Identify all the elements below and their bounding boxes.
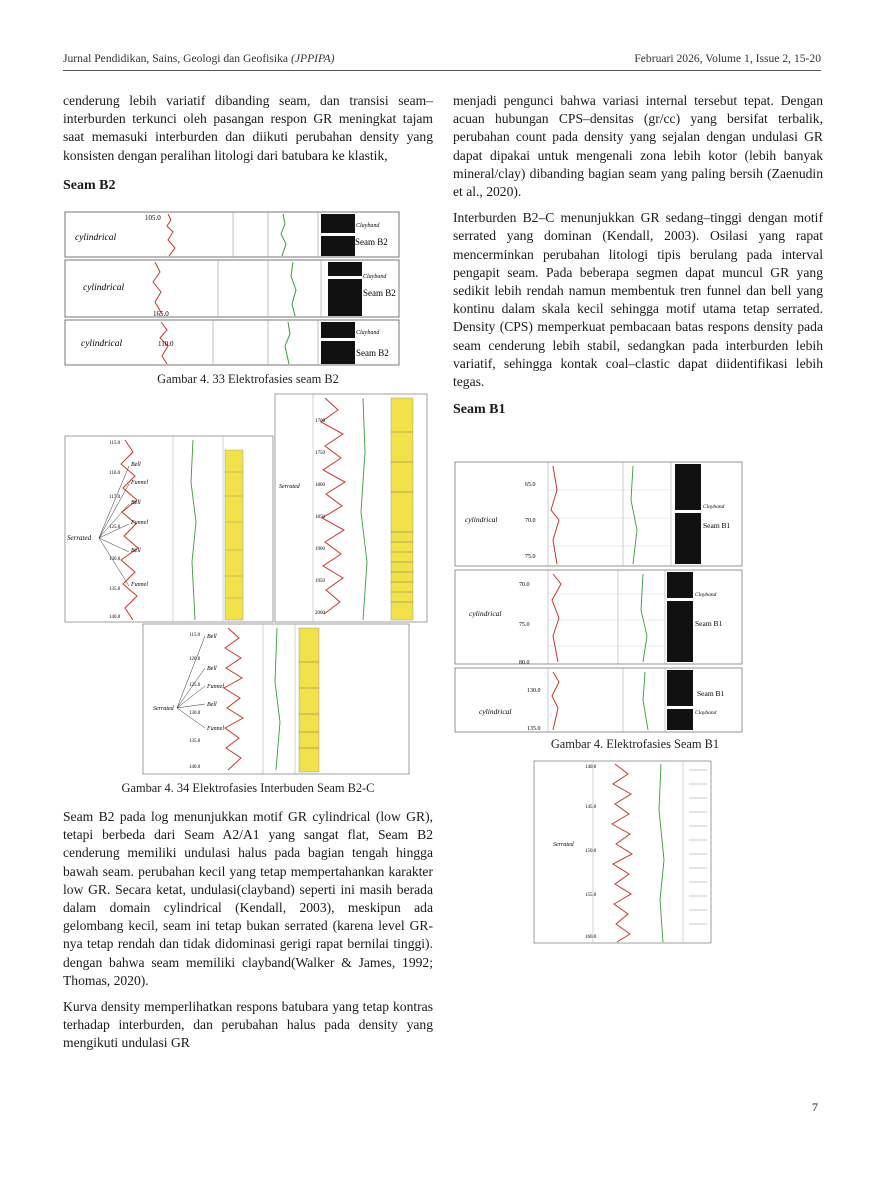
b2-p2-seam: Seam B2	[363, 288, 396, 298]
interburden-a-label-2: Funnel	[131, 480, 148, 486]
b2-p3-seam: Seam B2	[356, 348, 389, 358]
interburden-panel-a	[65, 436, 273, 622]
b1-interburden-depth-4: 155.0	[585, 893, 597, 898]
b1-interburden-motif: Serrated	[553, 842, 574, 848]
interburden-a-depth-2: 116.0	[109, 471, 121, 476]
b1-p2-depth-2: 75.0	[519, 622, 530, 628]
b1-p1-seam: Seam B1	[703, 521, 731, 530]
interburden-b-motif: Serrated	[279, 484, 300, 490]
b1-p1-depth-1: 65.0	[525, 482, 536, 488]
interburden-a-depth-3: 117.0	[109, 495, 121, 500]
b1-p2-clayband: Clayband	[695, 592, 717, 598]
journal-abbr: (JPPIPA)	[290, 52, 335, 65]
caption-figure-seam-b1: Gambar 4. Elektrofasies Seam B1	[550, 737, 720, 751]
left-paragraph-1: cenderung lebih variatif dibanding seam, dan transisi seam–interburden terkunci oleh pasangan respon GR meningkat tajam saat memasuki interburden dan diikuti perubahan density yang konsisten dengan peralihan litologi dari batubara ke klastik,	[63, 93, 433, 163]
interburden-panel-c	[143, 624, 409, 774]
b1-p2-depth-3: 80.0	[519, 660, 530, 666]
interburden-b-depth-2: 1750	[315, 451, 325, 456]
interburden-c-depth-3: 125.0	[189, 683, 201, 688]
interburden-a-depth-5: 130.0	[109, 557, 121, 562]
b1-p2-depth-1: 70.0	[519, 582, 530, 588]
interburden-a-label-5: Bell	[131, 548, 141, 554]
interburden-b-depth-4: 1850	[315, 515, 325, 520]
interburden-c-label-1: Bell	[207, 634, 217, 640]
interburden-a-label-6: Funnel	[131, 582, 148, 588]
left-paragraph-2: Seam B2 pada log menunjukkan motif GR cylindrical (low GR), tetapi berbeda dari Seam A2/A1 yang sangat flat, Seam B2 cenderung memiliki undulasi halus pada bagian tengah hingga bawah seam. perubahan kecil yang tetap mempertahankan karakter low GR. Secara ketat, undulasi(clayband) seperti ini masih berada dalam domain cylindrical (Kendall, 2003), meskipun ada gelombang kecil, seam ini tetap bukan serrated (karena level GR-nya tetap rendah dan tidak didominasi gerigi rapat bernilai tinggi). dengan bahwa seam memiliki clayband(Walker & James, 1992; Thomas, 2020).	[63, 809, 433, 988]
interburden-b-depth-3: 1800	[315, 483, 325, 488]
b1-p3-seam: Seam B1	[697, 689, 725, 698]
b2-p1-seam: Seam B2	[355, 237, 388, 247]
right-paragraph-2: Interburden B2–C menunjukkan GR sedang–tinggi dengan motif serrated yang dominan (Kendall, 2003). Osilasi yang rapat mencerminkan perubahan litologi tipis berulang pada interval pengapit seam. Pada beberapa segmen dapat muncul GR yang sedikit lebih rendah namun membentuk tren funnel dan bell yang kontinu dalam skala kecil sehingga motif utama tetap serrated. Density (CPS) memperkuat pembacaan batas respons density pada seam cenderung lebih stabil, sedangkan pada interburden lebih variatif, sehingga kontak coal–clastic dapat diidentifikasi lebih tegas.	[453, 210, 823, 390]
figure-seam-b1	[453, 460, 748, 734]
b1-p2-motif: cylindrical	[469, 609, 502, 618]
b1-p1-depth-3: 75.0	[525, 554, 536, 560]
interburden-a-label-4: Funnel	[131, 520, 148, 526]
b1-p3-clayband: Clayband	[695, 710, 717, 716]
b2-panel-2	[65, 260, 399, 318]
b2-p1-depth: 105.0	[145, 214, 161, 222]
figure-interburden-b2-c	[63, 392, 433, 777]
b2-panel-3	[65, 320, 399, 365]
interburden-c-label-5: Funnel	[207, 726, 224, 732]
interburden-b-depth-1: 1700	[315, 419, 325, 424]
left-paragraph-3: Kurva density memperlihatkan respons batubara yang tetap kontras terhadap interburden, dan perubahan halus pada density yang mengikuti undulasi GR	[63, 999, 433, 1051]
b1-p3-depth-1: 130.0	[527, 688, 541, 694]
b2-p3-clayband: Clayband	[356, 330, 380, 336]
b1-p3-depth-2: 135.0	[527, 726, 541, 732]
interburden-b-depth-5: 1900	[315, 547, 325, 552]
b2-p2-depth: 165.0	[153, 310, 169, 318]
caption-figure-4-34: Gambar 4. 34 Elektrofasies Interbuden Seam B2-C	[121, 781, 375, 795]
b2-p2-motif: cylindrical	[83, 283, 125, 293]
interburden-c-depth-4: 130.0	[189, 711, 201, 716]
b2-p3-depth: 110.0	[158, 340, 174, 348]
interburden-c-depth-6: 140.0	[189, 765, 201, 770]
interburden-c-label-3: Funnel	[207, 684, 224, 690]
left-column-bottom	[63, 808, 433, 1061]
interburden-a-motif: Serrated	[67, 534, 92, 542]
section-title-seam-b1: Seam B1	[453, 402, 506, 418]
b2-panel-1	[65, 212, 399, 257]
right-paragraph-1: menjadi pengunci bahwa variasi internal tersebut tepat. Dengan acuan hubungan CPS–densitas (gr/cc) yang bersifat terbalik, perubahan count pada density yang sejalan dengan undulasi GR dapat dipakai untuk mengenali zona lebih kotor (lebih banyak mineral/clay) dibanding bagian seam yang paling bersih (Zaenudin et al., 2020).	[453, 93, 823, 200]
caption-figure-4-33: Gambar 4. 33 Elektrofasies seam B2	[157, 372, 339, 386]
interburden-a-depth-6: 135.0	[109, 587, 121, 592]
b1-p1-motif: cylindrical	[465, 515, 498, 524]
b1-panel-2	[455, 570, 742, 666]
interburden-panel-b	[275, 394, 427, 622]
interburden-a-depth-1: 115.0	[109, 441, 121, 446]
interburden-c-label-2: Bell	[207, 666, 217, 672]
interburden-a-label-3: Bell	[131, 500, 141, 506]
b1-p2-seam: Seam B1	[695, 619, 723, 628]
interburden-a-depth-7: 140.0	[109, 615, 121, 620]
b1-p1-clayband: Clayband	[703, 504, 725, 510]
interburden-a-depth-4: 125.0	[109, 525, 121, 530]
b1-interburden-depth-3: 150.0	[585, 849, 597, 854]
b2-p2-clayband: Clayband	[363, 274, 387, 280]
b1-interburden-depth-2: 145.0	[585, 805, 597, 810]
interburden-c-depth-2: 120.0	[189, 657, 201, 662]
figure-seam-b1-interburden	[533, 760, 713, 946]
figure-seam-b2	[63, 210, 403, 368]
b2-p3-motif: cylindrical	[81, 339, 123, 349]
interburden-b-depth-6: 1950	[315, 579, 325, 584]
header-rule	[63, 70, 821, 71]
b1-interburden-depth-1: 140.0	[585, 765, 597, 770]
interburden-c-label-4: Bell	[207, 702, 217, 708]
b1-p1-depth-2: 70.0	[525, 518, 536, 524]
interburden-c-depth-1: 115.0	[189, 633, 201, 638]
b2-p1-clayband: Clayband	[356, 223, 380, 229]
b2-p1-motif: cylindrical	[75, 233, 117, 243]
right-column-top	[453, 92, 823, 427]
issue-info: Februari 2026, Volume 1, Issue 2, 15-20	[634, 52, 821, 65]
running-header	[63, 52, 821, 65]
interburden-a-label-1: Bell	[131, 462, 141, 468]
interburden-c-depth-5: 135.0	[189, 739, 201, 744]
interburden-b-depth-7: 2000	[315, 611, 325, 616]
page-number: 7	[812, 1100, 818, 1114]
b1-panel-3	[455, 668, 742, 732]
journal-title: Jurnal Pendidikan, Sains, Geologi dan Geofisika (JPPIPA)	[63, 52, 335, 65]
section-title-seam-b2: Seam B2	[63, 177, 116, 193]
b1-interburden-depth-5: 160.0	[585, 935, 597, 940]
left-column-top	[63, 92, 433, 203]
b1-panel-1	[455, 462, 742, 566]
interburden-c-motif: Serrated	[153, 706, 174, 712]
b1-p3-motif: cylindrical	[479, 707, 512, 716]
